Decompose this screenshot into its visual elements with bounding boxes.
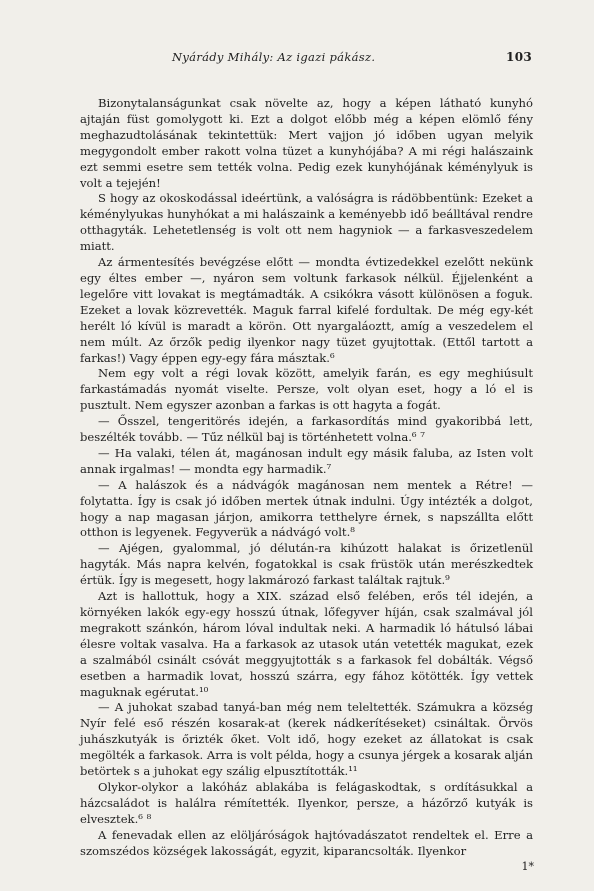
body-text <box>80 96 533 860</box>
paragraph: Az ármentesítés bevégzése előtt — mondta évtizedekkel ezelőtt nekünk egy éltes ember —, nyáron sem voltunk farkasok nélkül. Éjjelenként a legelőre vitt lovakat is megtámadták. A csikókra vásott különösen a foguk. Ezeket a lovak közrevették. Maguk farral kifelé fordultak. De még egy-két herélt ló kívül is maradt a körön. Ott nyargaláoztt, amíg a veszedelem el nem múlt. Az őrzők pedig ilyenkor nagy tüzet gyujtottak. (Ettől tartott a farkas!) Vagy éppen egy-egy fára másztak.⁶ <box>80 255 533 365</box>
paragraph: Nem egy volt a régi lovak között, amelyik farán, es egy meghiúsult farkastámadás nyomát viselte. Persze, volt olyan eset, hogy a ló el is pusztult. Nem egyszer azonban a farkas is ott hagyta a fogát. <box>80 366 533 413</box>
signature-mark: 1* <box>521 860 534 873</box>
paragraph: — Ha valaki, télen át, magánosan indult egy másik faluba, az Isten volt annak irgalmas! — mondta egy harmadik.⁷ <box>80 445 533 476</box>
running-header <box>92 50 532 68</box>
paragraph: — Ősszel, tengeritörés idején, a farkasordítás mind gyakoribbá lett, beszélték tovább. — Tűz nélkül baj is történhetett volna.⁶ ⁷ <box>80 414 533 445</box>
paragraph: S hogy az okoskodással ideértünk, a valóságra is rádöbbentünk: Ezeket a kéménylyukas hunyhókat a mi halászaink a keményebb idő beálltával rendre otthagyták. Lehetetlenség is volt ott nem hagyniok — a farkasveszedelem miatt. <box>80 191 533 254</box>
paragraph: Olykor-olykor a lakóház ablakába is felágaskodtak, s ordításukkal a házcsaládot is halálra rémítették. Ilyenkor, persze, a házőrző kutyák is elvesztek.⁶ ⁸ <box>80 779 533 826</box>
paragraph: — Ajégen, gyalommal, jó délután-ra kihúzott halakat is őrizetlenül hagyták. Más napra kelvén, fogatokkal is csak früstök után merészkedtek értük. Így is megesett, hogy lakmározó farkast találtak rajtuk.⁹ <box>80 541 533 588</box>
paragraph: Bizonytalanságunkat csak növelte az, hogy a képen látható kunyhó ajtaján füst gomolygott ki. Ezt a dolgot előbb még a képen elömlő fény meghazudtolásának tekintettük: Mert vajjon jó időben ugyan melyik megygondolt ember rakott volna tüzet a kunyhójába? A mi régi halászaink ezt semmi esetre sem tették volna. Pedig ezek kunyhójának kéménylyuk is volt a tejején! <box>80 96 533 190</box>
running-title: Nyárády Mihály: Az igazi pákász. <box>172 50 376 64</box>
page-number: 103 <box>506 50 532 64</box>
paragraph: Azt is hallottuk, hogy a XIX. század első felében, erős tél idején, a környéken lakók egy-egy hosszú útnak, lőfegyver híján, csak szalmával jól megrakott szánkón, három lóval indultak neki. A harmadik ló hátulsó lábai élesre voltak vasalva. Ha a farkasok az utasok után vetették magukat, ezek a szalmából csinált csóvát meggyujtották s a farkasok fel dobálták. Végső esetben a harmadik lovat, hosszú szárra, egy fához kötötték. Így vettek maguknak egérutat.¹⁰ <box>80 589 533 699</box>
paragraph: A fenevadak ellen az elöljáróságok hajtóvadászatot rendeltek el. Erre a szomszédos községek lakosságát, egyzit, kiparancsolták. Ilyenkor <box>80 827 533 858</box>
paragraph: — A juhokat szabad tanyá-ban még nem teleltették. Számukra a község Nyír felé eső részén kosarak-at (kerek nádkerítéseket) csináltak. Örvös juhászkutyák is őrizték őket. Volt idő, hogy ezeket az állatokat is csak megölték a farkasok. Arra is volt példa, hogy a csunya jérgek a kosarak alján betörtek s a juhokat egy szálig elpusztították.¹¹ <box>80 700 533 779</box>
paragraph: — A halászok és a nádvágók magánosan nem mentek a Rétre! — folytatta. Így is csak jó időben mertek útnak indulni. Úgy intézték a dolgot, hogy a nap magasan járjon, amikorra tetthelyre érnek, s napszállta előtt otthon is legyenek. Fegyverük a nádvágó volt.⁸ <box>80 477 533 540</box>
